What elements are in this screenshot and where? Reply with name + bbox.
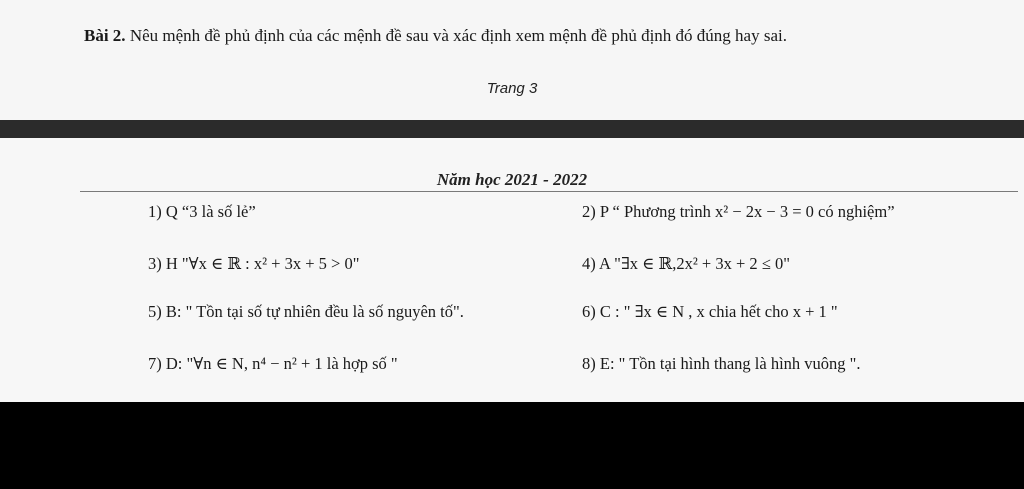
statement-1: 1) Q “3 là số lẻ” (148, 202, 256, 221)
page-break-band (0, 120, 1024, 138)
exercise-label: Bài 2. (84, 26, 126, 45)
exercise-instruction: Nêu mệnh đề phủ định của các mệnh đề sau và xác định xem mệnh đề phủ định đó đúng hay sai. (129, 26, 787, 45)
bottom-black-area (0, 402, 1024, 489)
page-content (0, 138, 1024, 402)
school-year-header: Năm học 2021 - 2022 (436, 170, 588, 189)
statement-7: 7) D: "∀n ∈ N, n⁴ − n² + 1 là hợp số " (148, 354, 398, 373)
statement-6: 6) C : " ∃x ∈ N , x chia hết cho x + 1 " (582, 302, 838, 321)
header-divider (80, 191, 1018, 192)
exercise-heading (84, 26, 787, 46)
statement-2: 2) P “ Phương trình x² − 2x − 3 = 0 có nghiệm” (582, 202, 895, 221)
statement-4: 4) A "∃x ∈ ℝ,2x² + 3x + 2 ≤ 0" (582, 254, 790, 273)
statement-5: 5) B: " Tồn tại số tự nhiên đều là số nguyên tố". (148, 302, 464, 321)
statement-3: 3) H "∀x ∈ ℝ : x² + 3x + 5 > 0" (148, 254, 360, 273)
page-top-section (0, 0, 1024, 120)
page-number-label: Trang 3 (486, 80, 538, 97)
statement-8: 8) E: " Tồn tại hình thang là hình vuông ". (582, 354, 861, 373)
